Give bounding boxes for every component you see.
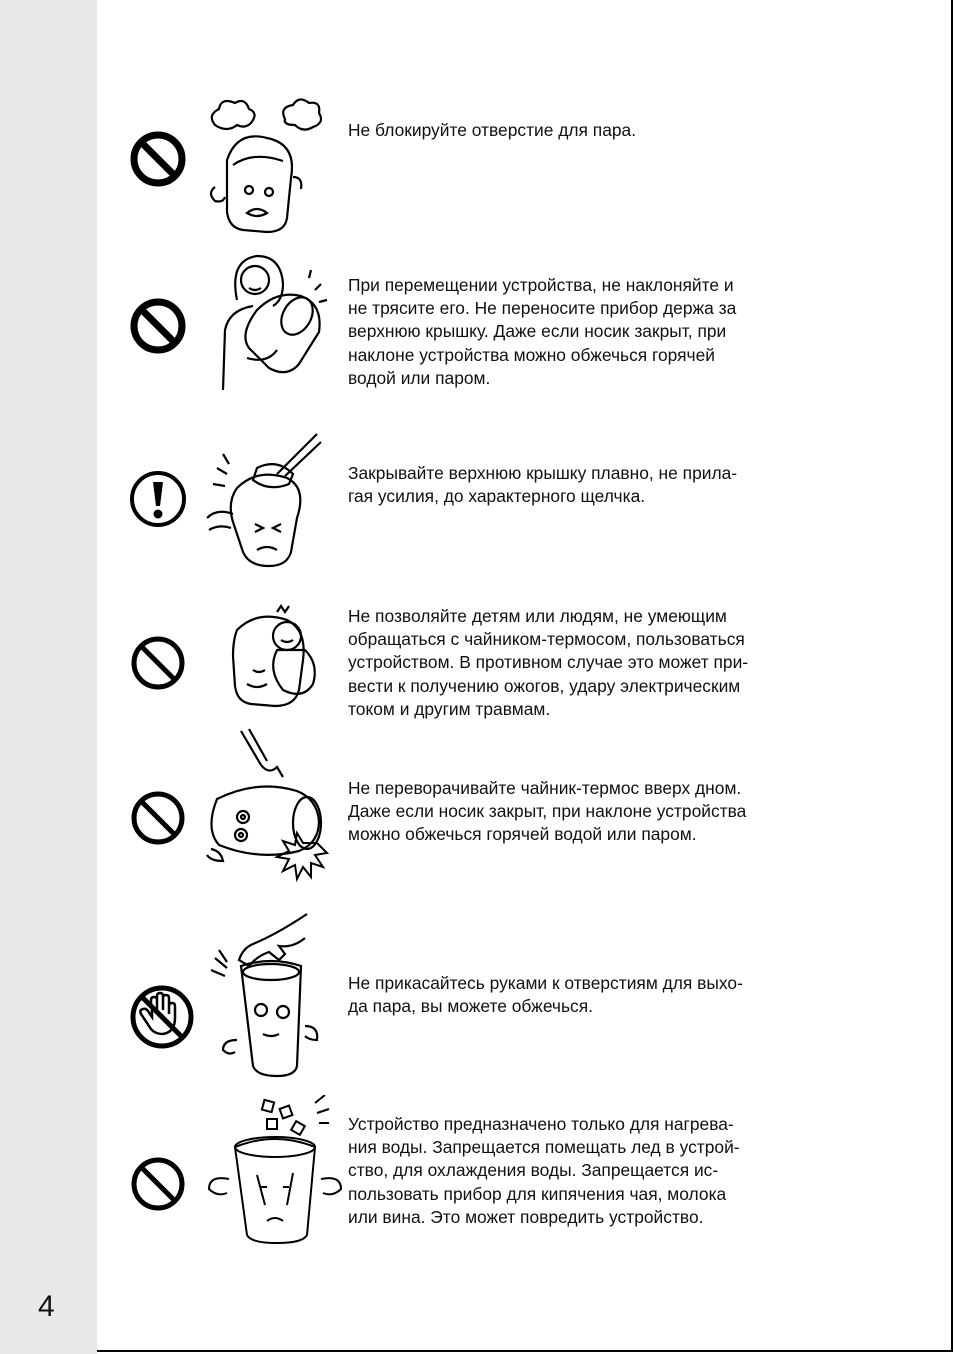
warning-text: Не блокируйте отверстие для пара. <box>348 120 637 140</box>
warning-item-lid-closing <box>97 428 955 578</box>
warning-text: Закрывайте верхнюю крышку плавно, не прила- гая усилия, до характерного щелчка. <box>348 463 738 507</box>
warning-item-steam-touch <box>97 910 955 1080</box>
prohibition-icon <box>127 632 189 694</box>
ice-in-kettle-illustration <box>197 1095 347 1245</box>
warning-item-water-only <box>97 1095 955 1245</box>
lid-closing-illustration <box>197 428 347 578</box>
child-with-kettle-illustration <box>197 600 347 720</box>
warning-item-steam-vent <box>97 95 955 245</box>
no-touch-hand-icon <box>127 982 197 1052</box>
warning-text: Не переворачивайте чайник-термос вверх дном. Даже если носик закрыт, при наклоне устройства можно обжечься горячей водой или паром. <box>348 778 747 845</box>
warning-text: Не позволяйте детям или людям, не умеющим обращаться с чайником-термосом, пользоваться устройством. В противном случае это может при- вести к получению ожогов, удару электрическим током и другим травмам. <box>348 606 749 719</box>
prohibition-icon <box>127 128 189 190</box>
warning-item-children <box>97 600 955 720</box>
warning-item-upside-down <box>97 725 955 895</box>
hand-on-steam-vent-illustration <box>197 910 347 1080</box>
warning-text: Не прикасайтесь руками к отверстиям для выхо- да пара, вы можете обжечься. <box>348 973 743 1017</box>
prohibition-icon <box>127 1153 189 1215</box>
side-margin-strip <box>0 0 97 1354</box>
page-number: 4 <box>38 1290 55 1323</box>
prohibition-icon <box>127 295 189 357</box>
prohibition-icon <box>127 787 189 849</box>
blocked-steam-vent-illustration <box>197 95 347 245</box>
caution-exclamation-icon <box>127 468 189 530</box>
warning-text: Устройство предназначено только для нагрева- ния воды. Запрещается помещать лед в устрой- ство, для охлаждения воды. Запрещается ис- пользовать прибор для кипячения чая, молока или вина. Это может повредить устройство. <box>348 1114 740 1227</box>
warning-item-moving-device <box>97 250 955 400</box>
warning-text: При перемещении устройства, не наклоняйте и не трясите его. Не переносите прибор держа за верхнюю крышку. Даже если носик закрыт, при наклоне устройства можно обжечься горячей водой или паром. <box>348 275 737 388</box>
tilted-kettle-illustration <box>197 250 347 400</box>
upside-down-kettle-illustration <box>197 725 347 895</box>
